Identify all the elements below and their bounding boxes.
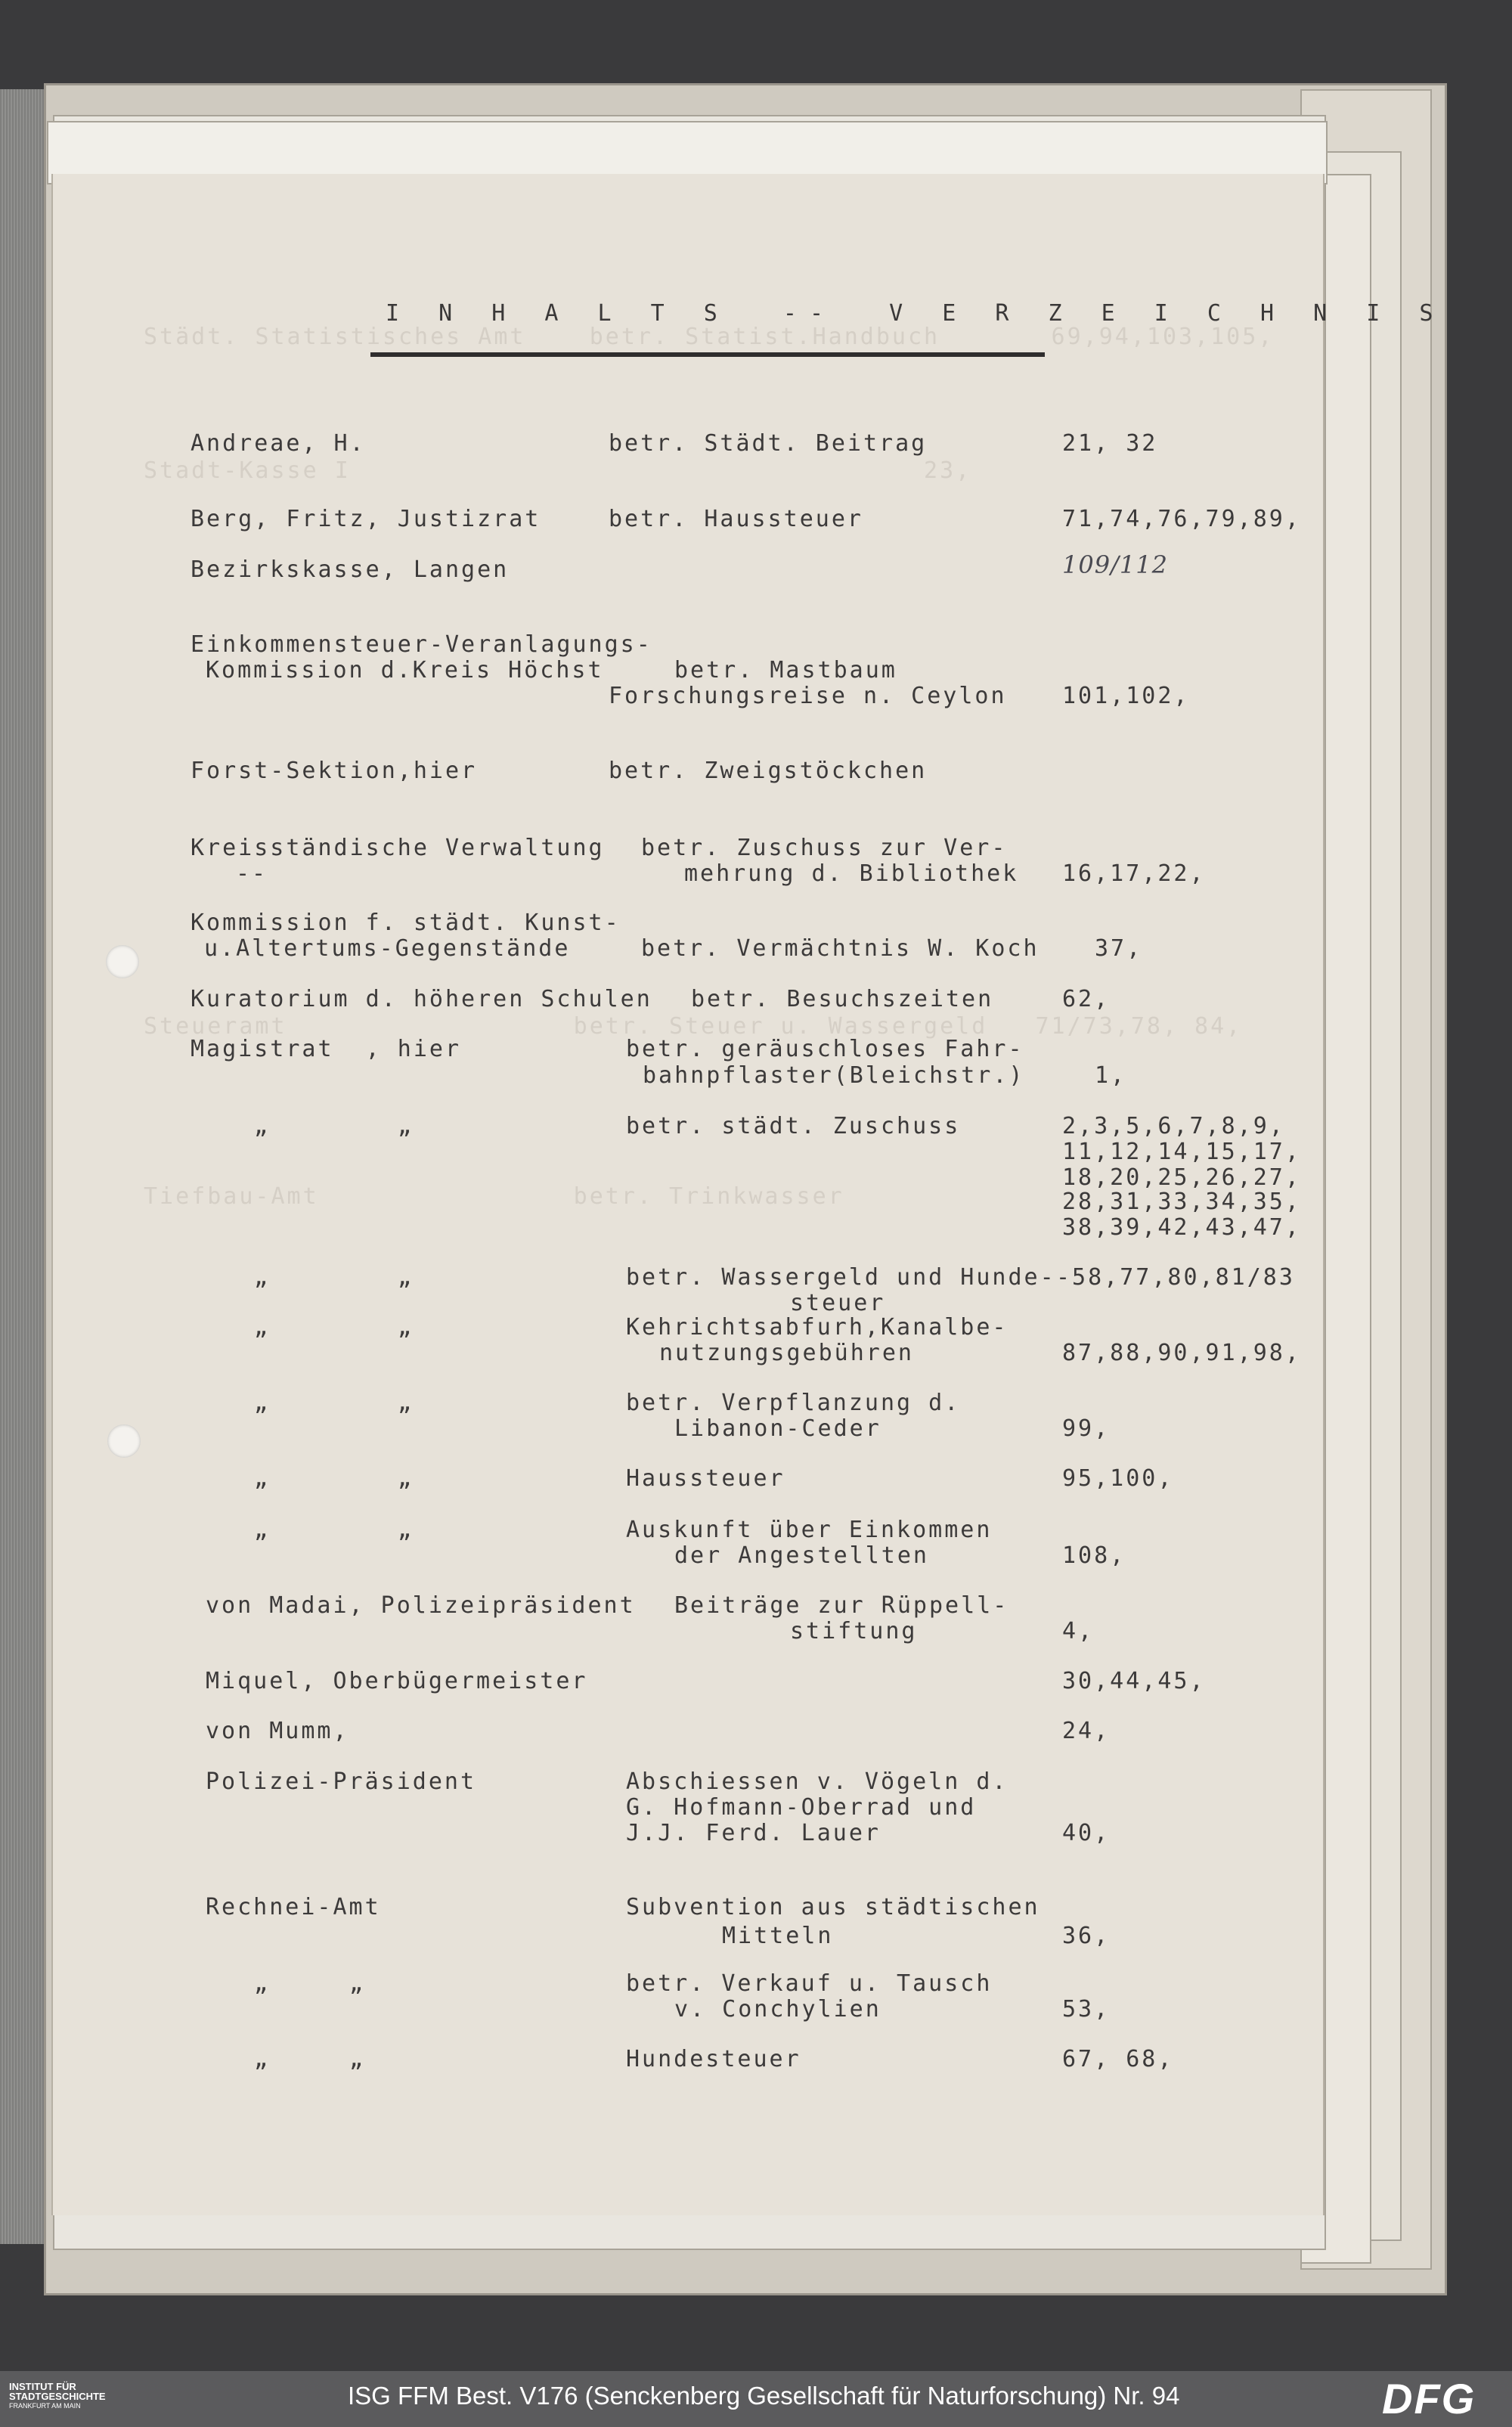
ditto-mark: „ (254, 1517, 268, 1543)
entry-pages: 21, 32 (1062, 430, 1158, 457)
entry-subject: nutzungsgebühren (659, 1340, 914, 1366)
entry-subject: betr. Verpflanzung d. (626, 1390, 961, 1416)
entry-pages: 28,31,33,34,35, (1062, 1189, 1301, 1215)
entry-subject: betr. Mastbaum (674, 657, 897, 683)
punch-hole (106, 945, 139, 978)
handwritten-pages: 109/112 (1062, 550, 1168, 579)
ditto-mark: „ (398, 1390, 412, 1416)
ditto-mark: „ (254, 1970, 268, 1997)
ditto-mark: „ (398, 1517, 412, 1543)
ditto-mark: „ (254, 1314, 268, 1341)
entry-subject: Haussteuer (626, 1465, 785, 1492)
entry-subject: betr. geräuschloses Fahr- (626, 1036, 1024, 1062)
entry-name: Berg, Fritz, Justizrat (191, 506, 541, 532)
entry-subject: J.J. Ferd. Lauer (626, 1820, 881, 1846)
ditto-mark: „ (398, 1264, 412, 1291)
entry-name: Rechnei-Amt (206, 1894, 381, 1920)
entry-subject: betr. Verkauf u. Tausch (626, 1970, 993, 1997)
entry-name: Kommission d.Kreis Höchst (206, 657, 604, 683)
ditto-mark: „ (398, 1465, 412, 1492)
ditto-mark: „ (398, 1113, 412, 1139)
entry-name: Kommission f. städt. Kunst- (191, 910, 621, 936)
entry-subject: der Angestellten (674, 1542, 929, 1569)
ditto-mark: „ (349, 2046, 364, 2072)
binder-spine (0, 89, 50, 2244)
entry-subject: stiftung (790, 1618, 918, 1644)
entry-subject: Libanon-Ceder (674, 1415, 881, 1442)
entry-name: Andreae, H. (191, 430, 366, 457)
entry-name: Einkommensteuer-Veranlagungs- (191, 631, 652, 658)
ditto-mark: „ (254, 1465, 268, 1492)
entry-pages: 62, (1062, 986, 1111, 1012)
entry-subject: mehrung d. Bibliothek (684, 860, 1019, 887)
entry-pages: 16,17,22, (1062, 860, 1206, 887)
punch-hole (107, 1424, 141, 1458)
entry-pages: 18,20,25,26,27, (1062, 1164, 1301, 1191)
ditto-mark: „ (398, 1314, 412, 1341)
entry-subject: betr. städt. Zuschuss (626, 1113, 961, 1139)
entry-pages: 4, (1062, 1618, 1095, 1644)
entry-subject: steuer (790, 1290, 886, 1316)
entry-subject: Abschiessen v. Vögeln d. (626, 1768, 1009, 1795)
entry-pages: -58,77,80,81/83 (1056, 1264, 1295, 1291)
entry-name: Magistrat , hier (191, 1036, 462, 1062)
entry-pages: 53, (1062, 1996, 1111, 2022)
entry-pages: 87,88,90,91,98, (1062, 1340, 1301, 1366)
bleed-through-text: Stadt-Kasse I 23, (144, 457, 972, 484)
bleed-through-text: Städt. Statistisches Amt betr. Statist.Handbuch 69,94,103,105, (144, 324, 1275, 350)
entry-subject: betr. Zweigstöckchen (609, 758, 928, 784)
entry-subject: betr. Besuchszeiten (691, 986, 994, 1012)
entry-name: Kuratorium d. höheren Schulen (191, 986, 652, 1012)
archive-citation: ISG FFM Best. V176 (Senckenberg Gesellschaft für Naturforschung) Nr. 94 (348, 2382, 1180, 2410)
entry-subject: betr. Haussteuer (609, 506, 863, 532)
entry-name: Forst-Sektion,hier (191, 758, 478, 784)
entry-name: u.Altertums-Gegenstände (204, 935, 571, 962)
entry-pages: 2,3,5,6,7,8,9, (1062, 1113, 1285, 1139)
entry-pages: 36, (1062, 1923, 1111, 1949)
entry-pages: 38,39,42,43,47, (1062, 1214, 1301, 1241)
ditto-mark: „ (254, 1264, 268, 1291)
entry-name: Miquel, Oberbügermeister (206, 1668, 588, 1694)
entry-pages: 24, (1062, 1718, 1111, 1744)
ditto-mark: „ (254, 1390, 268, 1416)
entry-subject: Kehrichtsabfurh,Kanalbe- (626, 1314, 1009, 1341)
entry-subject: Forschungsreise n. Ceylon (609, 683, 1007, 709)
institute-line: FRANKFURT AM MAIN (9, 2402, 81, 2410)
entry-subject: Auskunft über Einkommen (626, 1517, 993, 1543)
bleed-through-text: Tiefbau-Amt betr. Trinkwasser (144, 1183, 844, 1210)
page-title: I N H A L T S -- V E R Z E I C H N I S (386, 300, 1446, 327)
entry-name: von Mumm, (206, 1718, 349, 1744)
entry-subject: betr. Städt. Beitrag (609, 430, 928, 457)
entry-pages: 101,102, (1062, 683, 1190, 709)
institute-line: STADTGESCHICHTE (9, 2391, 106, 2402)
ditto-mark: „ (349, 1970, 364, 1997)
entry-pages: 37, (1095, 935, 1143, 962)
entry-subject: v. Conchylien (674, 1996, 881, 2022)
bleed-through-text: Steueramt betr. Steuer u. Wassergeld 71/73,78, 84, (144, 1013, 1243, 1040)
entry-pages: 95,100, (1062, 1465, 1174, 1492)
institute-line: INSTITUT FÜR (9, 2381, 76, 2392)
title-underline (370, 352, 1045, 357)
institute-logo (9, 2382, 106, 2411)
entry-name: Polizei-Präsident (206, 1768, 477, 1795)
entry-pages: 1, (1095, 1062, 1127, 1089)
ditto-mark: „ (254, 1113, 268, 1139)
entry-pages: 99, (1062, 1415, 1111, 1442)
entry-name: Bezirkskasse, Langen (191, 556, 510, 583)
entry-pages: 11,12,14,15,17, (1062, 1139, 1301, 1165)
entry-subject: Beiträge zur Rüppell- (674, 1592, 1009, 1619)
entry-name: Kreisständische Verwaltung (191, 835, 605, 861)
entry-subject: G. Hofmann-Oberrad und (626, 1794, 977, 1821)
entry-subject: bahnpflaster(Bleichstr.) (643, 1062, 1025, 1089)
entry-pages: 30,44,45, (1062, 1668, 1206, 1694)
entry-pages: 40, (1062, 1820, 1111, 1846)
entry-subject: Subvention aus städtischen (626, 1894, 1040, 1920)
entry-name: -- (236, 860, 268, 887)
entry-pages: 67, 68, (1062, 2046, 1174, 2072)
ditto-mark: „ (254, 2046, 268, 2072)
entry-pages: 108, (1062, 1542, 1126, 1569)
dfg-logo: DFG (1382, 2375, 1476, 2422)
entry-subject: betr. Wassergeld und Hunde- (626, 1264, 1056, 1291)
entry-subject: betr. Zuschuss zur Ver- (641, 835, 1008, 861)
entry-subject: Hundesteuer (626, 2046, 801, 2072)
entry-subject: Mitteln (722, 1923, 834, 1949)
entry-subject: betr. Vermächtnis W. Koch (641, 935, 1040, 962)
entry-pages: 71,74,76,79,89, (1062, 506, 1301, 532)
entry-name: von Madai, Polizeipräsident (206, 1592, 636, 1619)
